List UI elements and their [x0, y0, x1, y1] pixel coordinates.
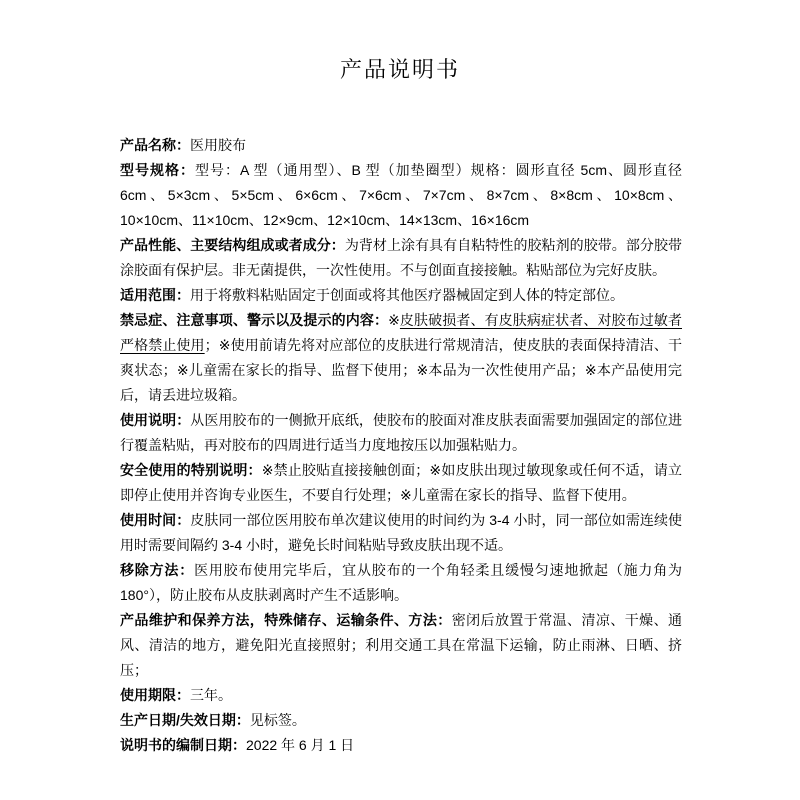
field-label: 生产日期/失效日期： — [120, 712, 250, 728]
paragraph-shelf-life — [120, 683, 682, 708]
field-label: 禁忌症、注意事项、警示以及提示的内容： — [120, 312, 389, 328]
field-value: ※禁止胶贴直接接触创面；※如皮肤出现过敏现象或任何不适，请立即停止使用并咨询专业医生，不要自行处理；※儿童需在家长的指导、监督下使用。 — [120, 462, 683, 503]
paragraph-production-expiry-date — [120, 708, 682, 733]
field-label: 型号规格： — [120, 162, 195, 178]
field-label: 说明书的编制日期： — [120, 737, 246, 753]
field-label: 移除方法： — [120, 562, 195, 578]
paragraph-removal-method — [120, 558, 682, 608]
field-value: 三年。 — [190, 687, 232, 703]
page-title: 产品说明书 — [339, 57, 460, 82]
field-value: 医用胶布 — [190, 137, 246, 153]
paragraph-storage-transport — [120, 608, 682, 683]
field-value: ；※使用前请先将对应部位的皮肤进行常规清洁，使皮肤的表面保持清洁、干爽状态；※儿童需在家长的指导、监督下使用；※本品为一次性使用产品；※本产品使用完后，请丢进垃圾箱。 — [120, 337, 682, 403]
field-label: 使用期限： — [120, 687, 190, 703]
field-value: 见标签。 — [249, 712, 306, 728]
field-label: 安全使用的特别说明： — [120, 462, 262, 478]
field-label: 适用范围： — [120, 287, 190, 303]
field-value: 医用胶布使用完毕后，宜从胶布的一个角轻柔且缓慢匀速地掀起（施力角为 180°），防止胶布从皮肤剥离时产生不适影响。 — [120, 562, 683, 603]
field-label: 产品维护和保养方法，特殊储存、运输条件、方法： — [120, 612, 452, 628]
field-value: 从医用胶布的一侧掀开底纸，使胶布的胶面对准皮肤表面需要加强固定的部位进行覆盖粘贴，再对胶布的四周进行适当力度地按压以加强粘贴力。 — [120, 412, 683, 453]
paragraph-safety-notes — [120, 458, 682, 508]
field-value: 密闭后放置于常温、清凉、干燥、通风、清洁的地方，避免阳光直接照射；利用交通工具在常温下运输，防止雨淋、日晒、挤压； — [120, 612, 683, 678]
field-value: 皮肤同一部位医用胶布单次建议使用的时间约为 3-4 小时，同一部位如需连续使用时需要间隔约 3-4 小时，避免长时间粘贴导致皮肤出现不适。 — [120, 512, 683, 553]
paragraph-manual-compilation-date — [120, 733, 682, 758]
field-value: 用于将敷料粘贴固定于创面或将其他医疗器械固定到人体的特定部位。 — [190, 287, 624, 303]
field-label: 产品性能、主要结构组成或者成分： — [120, 237, 345, 253]
field-label: 产品名称： — [120, 137, 190, 153]
paragraph-model-spec — [120, 158, 682, 233]
field-value: 2022 年 6 月 1 日 — [246, 737, 355, 753]
paragraph-product-name — [120, 133, 682, 158]
prohibition-underlined-text: 皮肤破损者、有皮肤病症状者、对胶布过敏者严格禁止使用 — [120, 312, 682, 353]
field-value: 型号：A 型（通用型）、B 型（加垫圈型）规格：圆形直径 5cm、圆形直径 6cm、5×3cm、5×5cm、6×6cm、7×6cm、7×7cm、8×7cm、8×8cm、10×8cm、10×10cm、11×10cm、12×9cm、12×10cm、14×13cm、16×16cm — [120, 162, 682, 228]
reference-mark: ※ — [388, 312, 400, 328]
field-value: 为背材上涂有具有自粘特性的胶粘剂的胶带。部分胶带涂胶面有保护层。非无菌提供，一次性使用。不与创面直接接触。粘贴部位为完好皮肤。 — [120, 237, 683, 278]
document-body — [120, 133, 682, 758]
field-label: 使用说明： — [120, 412, 191, 428]
paragraph-performance-composition — [120, 233, 682, 283]
paragraph-usage-instructions — [120, 408, 682, 458]
paragraph-usage-duration — [120, 508, 682, 558]
paragraph-scope-of-use — [120, 283, 682, 308]
field-label: 使用时间： — [120, 512, 191, 528]
paragraph-contraindications — [120, 308, 682, 408]
